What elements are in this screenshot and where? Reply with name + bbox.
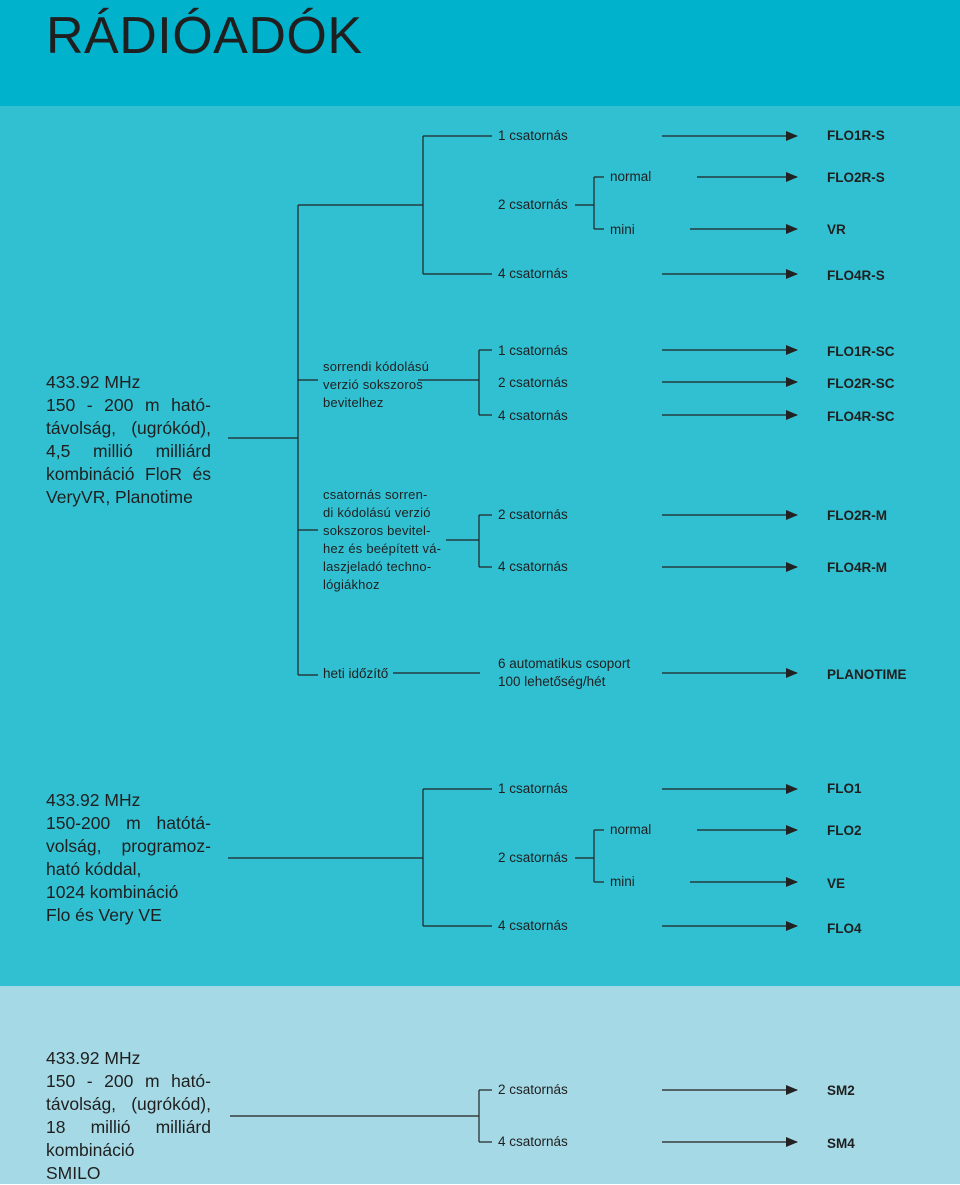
code-flo4r-sc: FLO4R-SC: [827, 409, 895, 424]
s2-variant-mini: mini: [610, 874, 635, 889]
s1-b-channel-4: 4 csatornás: [498, 408, 568, 423]
s1-a-channel-1: 1 csatornás: [498, 128, 568, 143]
code-vr: VR: [827, 222, 846, 237]
page-title: RÁDIÓADÓK: [46, 7, 363, 65]
s2-main-description: 433.92 MHz 150-200 m hatótá- volság, programoz- ható kóddal, 1024 kombináció Flo és Very VE: [46, 790, 211, 925]
s1-c-channel-4: 4 csatornás: [498, 559, 568, 574]
code-flo2r-m: FLO2R-M: [827, 508, 887, 523]
s3-main-description: 433.92 MHz 150 - 200 m ható- távolság, (ugrókód), 18 millió milliárd kombináció SMILO: [46, 1048, 211, 1183]
code-flo4: FLO4: [827, 921, 862, 936]
s2-variant-normal: normal: [610, 822, 652, 837]
code-flo2r-sc: FLO2R-SC: [827, 376, 895, 391]
s1-main-description: 433.92 MHz 150 - 200 m ható- távolság, (ugrókód), 4,5 millió milliárd kombináció FloR és VeryVR, Planotime: [46, 372, 211, 507]
s1-b-channel-1: 1 csatornás: [498, 343, 568, 358]
s1-a-channel-4: 4 csatornás: [498, 266, 568, 281]
s1-a-channel-2: 2 csatornás: [498, 197, 568, 212]
s2-channel-4: 4 csatornás: [498, 918, 568, 933]
code-sm4: SM4: [827, 1136, 855, 1151]
s2-channel-1: 1 csatornás: [498, 781, 568, 796]
s1-c-description: csatornás sorren- di kódolású verzió sokszoros bevitel- hez és beépített vá- laszjeladó techno- lógiákhoz: [323, 487, 442, 592]
s3-channel-4: 4 csatornás: [498, 1134, 568, 1149]
s1-d-weekly-timer: heti időzítő: [323, 666, 389, 681]
s3-channel-2: 2 csatornás: [498, 1082, 568, 1097]
code-flo4r-s: FLO4R-S: [827, 268, 885, 283]
s1-a-variant-mini: mini: [610, 222, 635, 237]
s1-a-variant-normal: normal: [610, 169, 652, 184]
s1-b-channel-2: 2 csatornás: [498, 375, 568, 390]
code-sm2: SM2: [827, 1083, 855, 1098]
code-flo1r-sc: FLO1R-SC: [827, 344, 895, 359]
code-flo1r-s: FLO1R-S: [827, 128, 885, 143]
code-flo1: FLO1: [827, 781, 862, 796]
s1-d-detail-2: 100 lehetőség/hét: [498, 674, 606, 689]
s1-c-channel-2: 2 csatornás: [498, 507, 568, 522]
code-flo2r-s: FLO2R-S: [827, 170, 885, 185]
s1-d-detail-1: 6 automatikus csoport: [498, 656, 631, 671]
s1-b-description: sorrendi kódolású verzió sokszoros bevitelhez: [323, 359, 430, 410]
code-flo2: FLO2: [827, 823, 862, 838]
code-planotime: PLANOTIME: [827, 667, 907, 682]
s2-channel-2: 2 csatornás: [498, 850, 568, 865]
code-ve: VE: [827, 876, 846, 891]
code-flo4r-m: FLO4R-M: [827, 560, 887, 575]
